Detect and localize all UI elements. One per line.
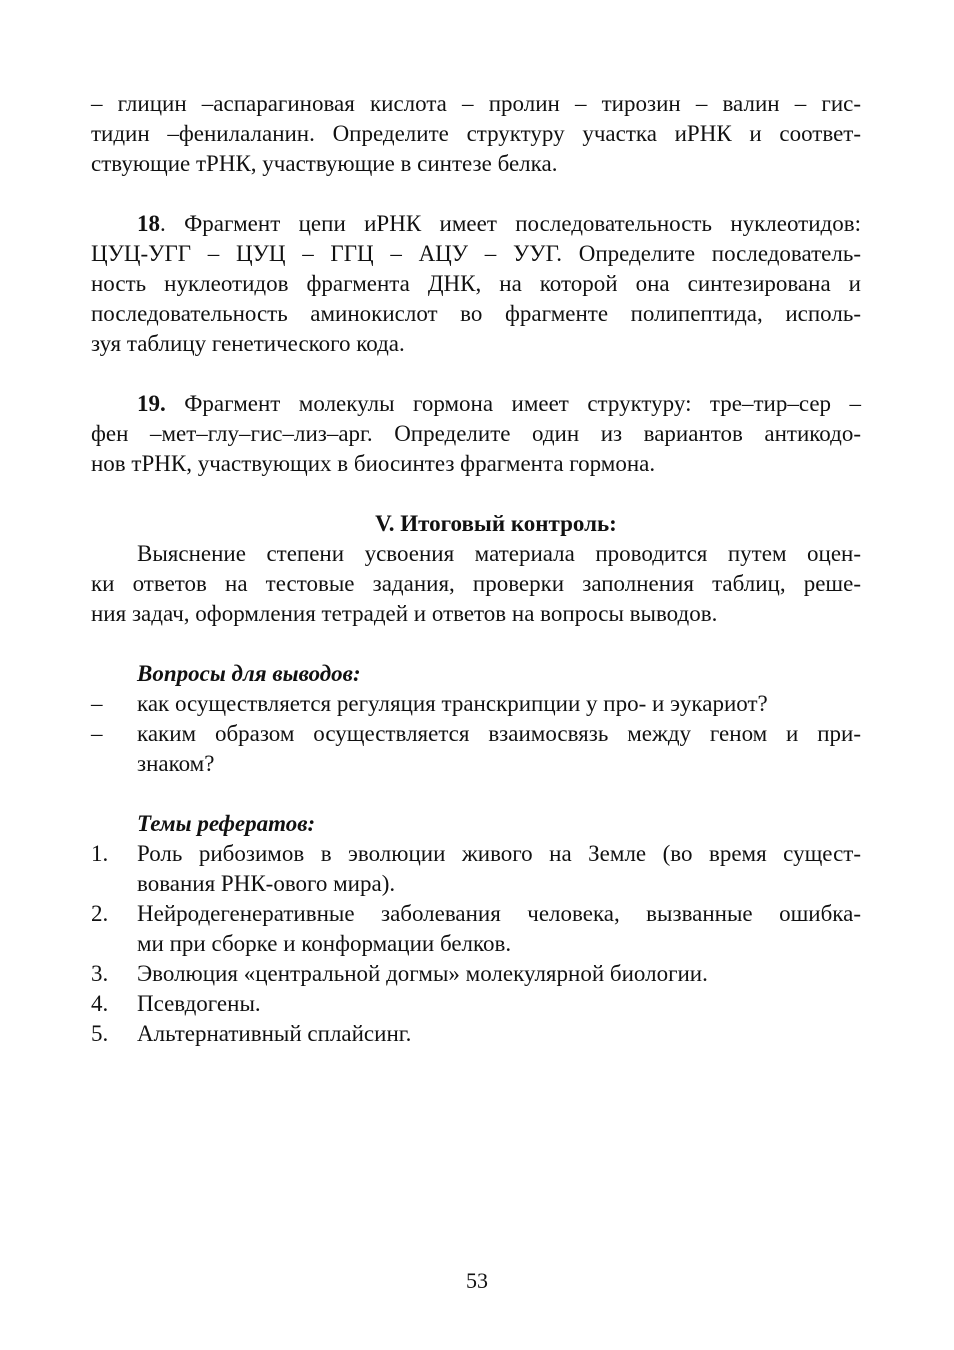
task-number: 18: [137, 211, 160, 236]
topics-list: [91, 839, 861, 1049]
text-line: тидин –фенилаланин. Определите структуру участка иРНК и соответ-: [91, 121, 861, 146]
task-17-continuation: [91, 89, 861, 179]
topics-heading: Темы рефератов:: [137, 811, 316, 836]
list-item: [91, 839, 861, 899]
list-marker: 4.: [91, 991, 109, 1016]
section-paragraph: [91, 539, 861, 629]
task-number: 19.: [137, 391, 166, 416]
list-marker: –: [91, 691, 103, 716]
list-marker: 1.: [91, 841, 109, 866]
text-line: нов тРНК, участвующих в биосинтез фрагмента гормона.: [91, 451, 656, 476]
text-line: – глицин –аспарагиновая кислота – пролин – тирозин – валин – гис-: [91, 91, 861, 116]
text-line: [91, 209, 861, 239]
task-text: . Фрагмент цепи иРНК имеет последовательность нуклеотидов:: [160, 211, 861, 236]
task-19: [91, 389, 861, 479]
text-line: Псевдогены.: [137, 991, 261, 1016]
text-line: ствующие тРНК, участвующие в синтезе белка.: [91, 151, 558, 176]
text-line: Нейродегенеративные заболевания человека, вызванные ошибка-: [137, 901, 861, 926]
text-line: Выяснение степени усвоения материала проводится путем оцен-: [137, 541, 861, 566]
text-line: фен –мет–глу–гис–лиз–арг. Определите один из вариантов антикодо-: [91, 421, 861, 446]
list-marker: 3.: [91, 961, 109, 986]
text-line: [91, 389, 861, 419]
list-item: [91, 899, 861, 959]
questions-list: [91, 689, 861, 779]
questions-heading: Вопросы для выводов:: [137, 661, 361, 686]
text-line: как осуществляется регуляция транскрипции у про- и эукариот?: [137, 691, 768, 716]
text-line: знаком?: [137, 751, 215, 776]
text-line: последовательность аминокислот во фрагменте полипептида, исполь-: [91, 301, 861, 326]
list-marker: –: [91, 721, 103, 746]
list-item: [91, 1019, 861, 1049]
list-item: [91, 959, 861, 989]
list-item: [91, 989, 861, 1019]
text-line: вования РНК-ового мира).: [137, 871, 396, 896]
page-body: [91, 89, 861, 1049]
task-text: Фрагмент молекулы гормона имеет структуру: тре–тир–сер –: [165, 391, 861, 416]
text-line: ЦУЦ-УГГ – ЦУЦ – ГГЦ – АЦУ – УУГ. Определите последователь-: [91, 241, 861, 266]
text-line: Эволюция «центральной догмы» молекулярной биологии.: [137, 961, 708, 986]
text-line: Альтернативный сплайсинг.: [137, 1021, 412, 1046]
text-line: зуя таблицу генетического кода.: [91, 331, 405, 356]
text-line: ми при сборке и конформации белков.: [137, 931, 512, 956]
text-line: ки ответов на тестовые задания, проверки заполнения таблиц, реше-: [91, 571, 861, 596]
list-item: [91, 719, 861, 779]
list-marker: 5.: [91, 1021, 109, 1046]
text-line: Роль рибозимов в эволюции живого на Земле (во время сущест-: [137, 841, 861, 866]
list-marker: 2.: [91, 901, 109, 926]
text-line: ность нуклеотидов фрагмента ДНК, на которой она синтезирована и: [91, 271, 861, 296]
list-item: [91, 689, 861, 719]
text-line: каким образом осуществляется взаимосвязь между геном и при-: [137, 721, 861, 746]
section-heading: V. Итоговый контроль:: [375, 511, 617, 536]
text-line: ния задач, оформления тетрадей и ответов на вопросы выводов.: [91, 601, 718, 626]
task-18: [91, 209, 861, 359]
page-number: 53: [466, 1268, 488, 1293]
